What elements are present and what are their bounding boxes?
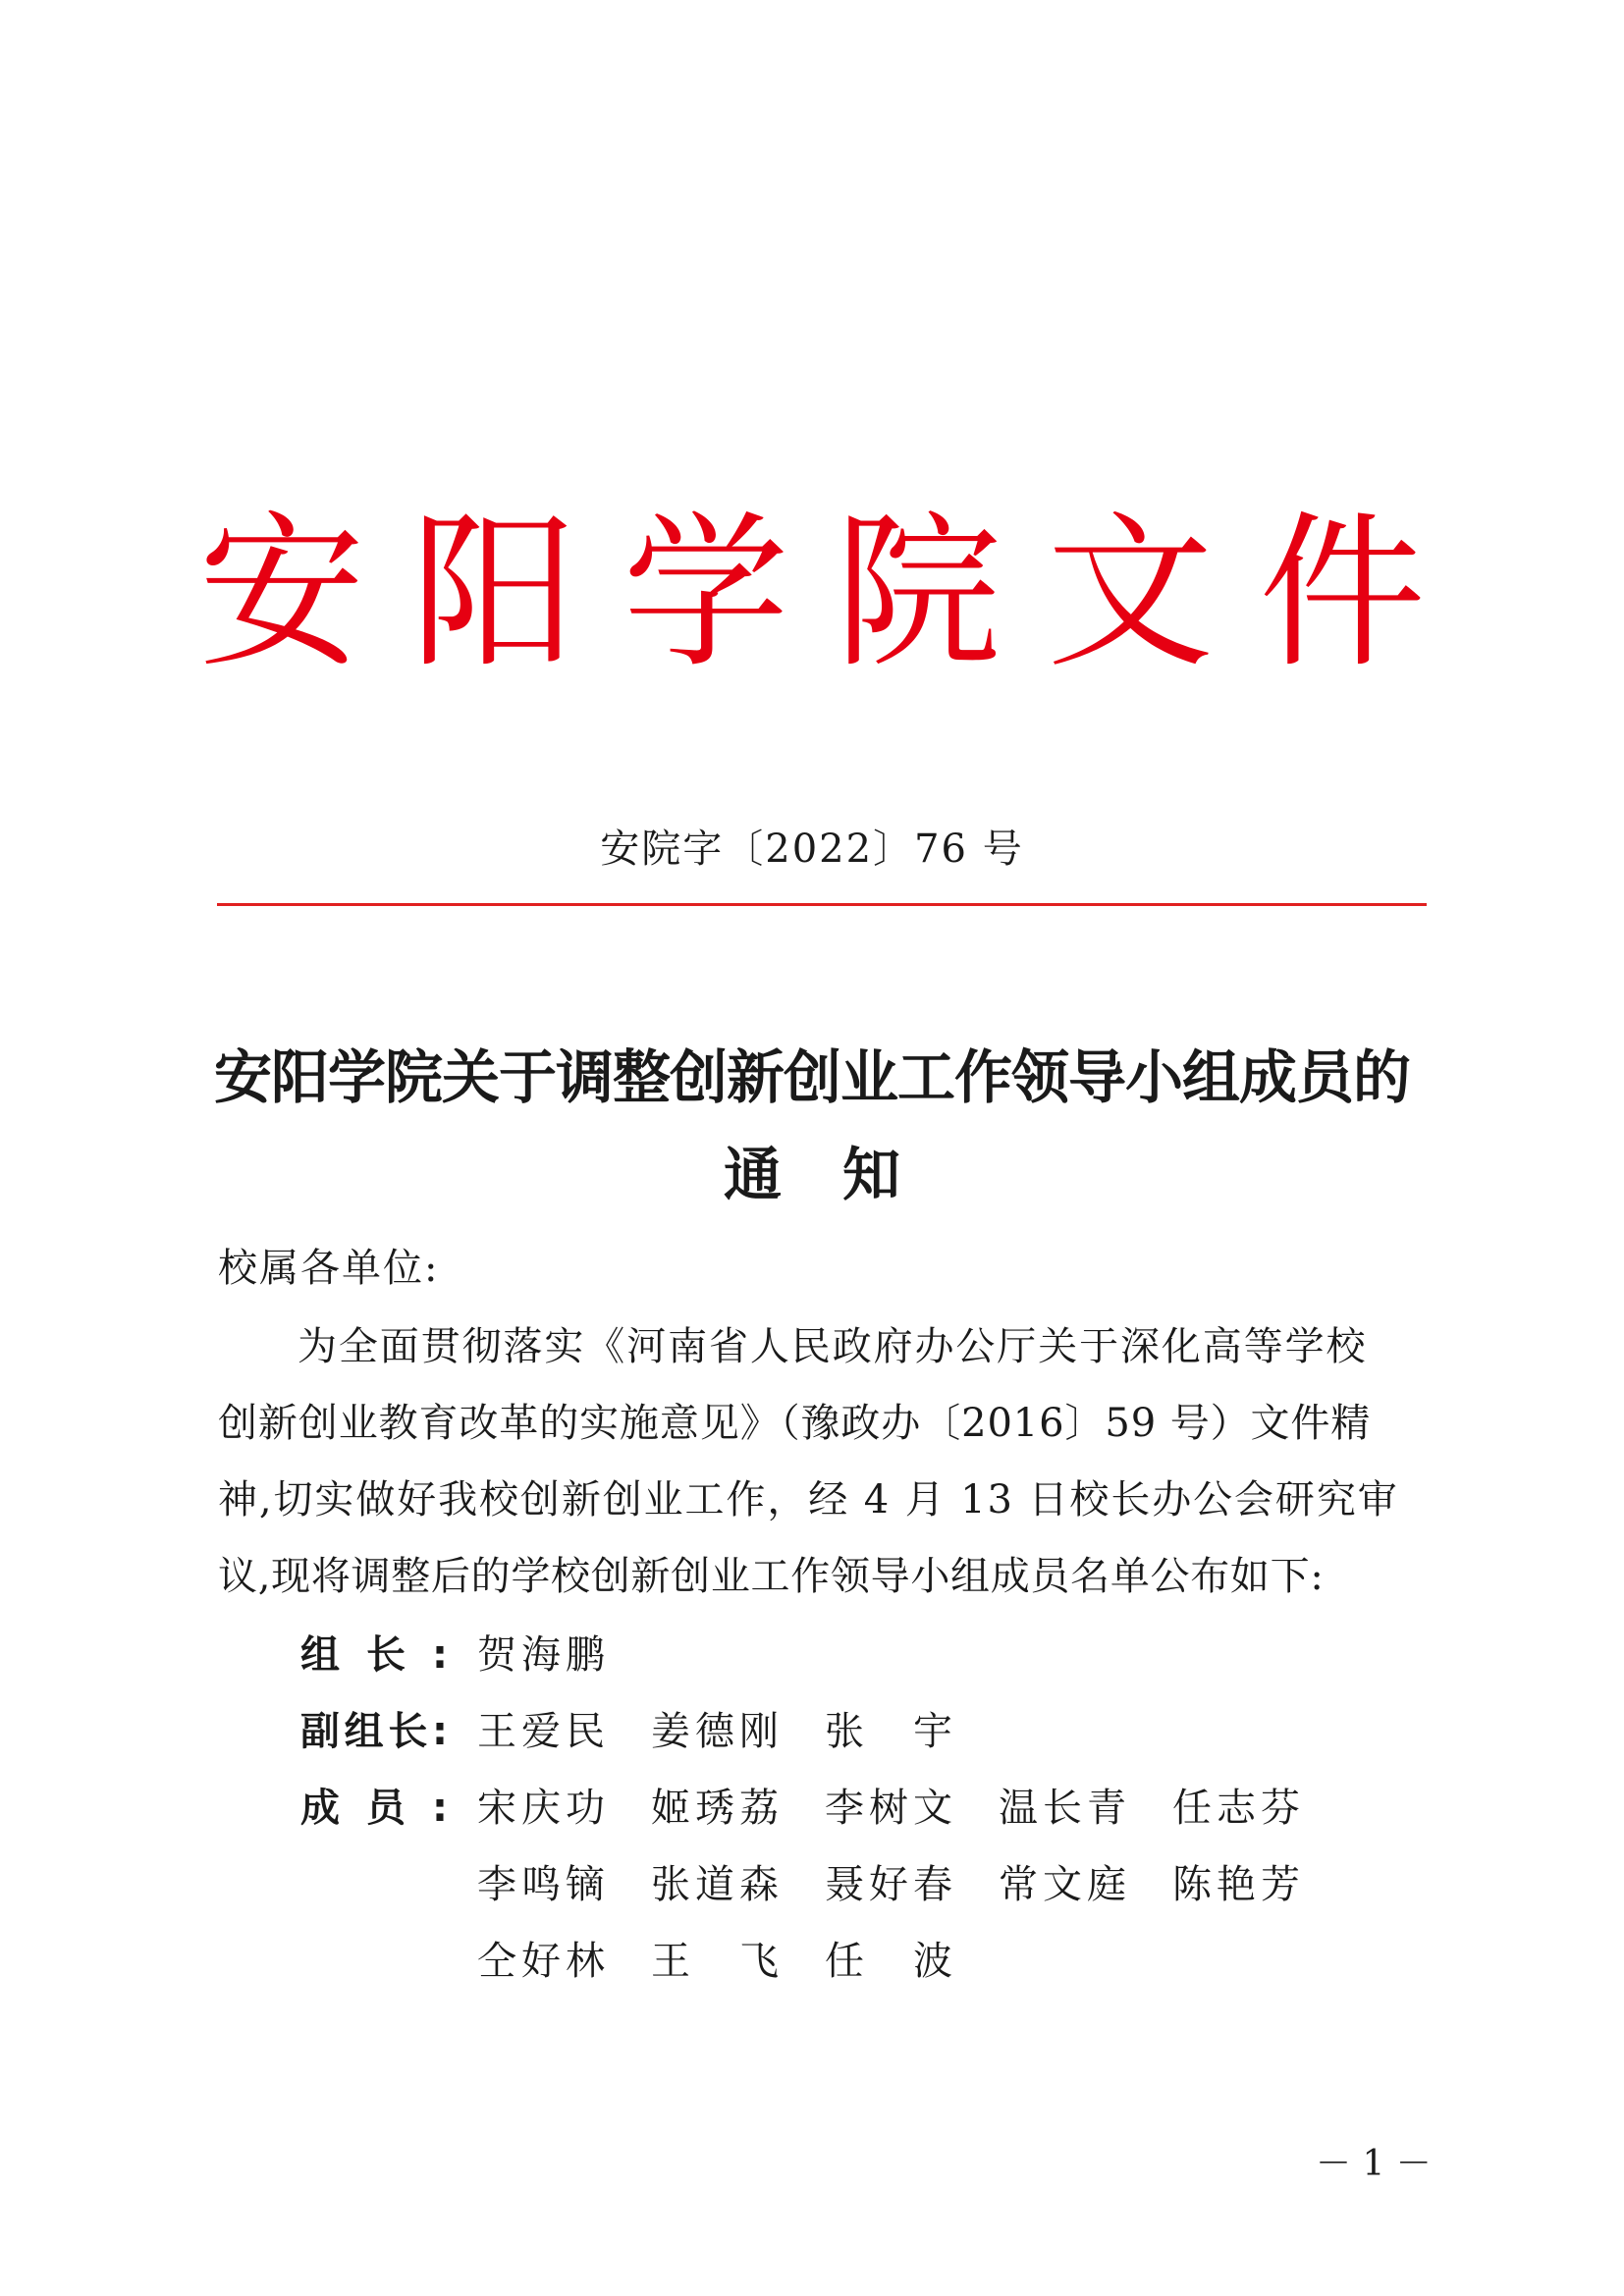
- member-name: 李 鸣 镝: [477, 1862, 605, 1907]
- member-label: 成 员 :: [300, 1786, 448, 1831]
- member-name: 宋 庆 功: [477, 1786, 605, 1831]
- member-name: 任 波: [825, 1939, 952, 1984]
- deputy-leader-label: 副 组 长 :: [300, 1709, 448, 1754]
- body-paragraph-line: 为全面贯彻落实《河南省人民政府办公厅关于深化高等学校: [298, 1324, 1368, 1369]
- body-paragraph-line: 创新创业教育改革的实施意见》（豫政办〔2016〕59 号）文件精: [218, 1401, 1372, 1446]
- member-name: 王 飞: [651, 1939, 779, 1984]
- member-name: 聂 好 春: [825, 1862, 952, 1907]
- member-name: 任 志 芬: [1172, 1786, 1300, 1831]
- document-number: 安院字〔2022〕76 号: [600, 827, 1024, 872]
- deputy-leader-name: 王 爱 民: [477, 1709, 605, 1754]
- page-number: － 1 －: [1316, 2144, 1432, 2184]
- member-name: 温 长 青: [999, 1786, 1126, 1831]
- leader-label: 组 长 :: [300, 1632, 448, 1678]
- deputy-leader-name: 姜 德 刚: [651, 1709, 779, 1754]
- member-name: 常 文 庭: [999, 1862, 1126, 1907]
- document-header-title: 安阳学院文件: [197, 497, 1471, 691]
- member-name: 李 树 文: [825, 1786, 952, 1831]
- salutation: 校属各单位:: [218, 1246, 440, 1291]
- body-paragraph-line: 神,切实做好我校创新创业工作，经 4 月 13 日校长办公会研究审: [218, 1477, 1399, 1522]
- member-name: 仝 好 林: [477, 1939, 605, 1984]
- member-name: 姬 琇 荔: [651, 1786, 779, 1831]
- member-name: 陈 艳 芳: [1172, 1862, 1300, 1907]
- notice-title-line-2: 通知: [723, 1141, 961, 1208]
- body-paragraph-line: 议,现将调整后的学校创新创业工作领导小组成员名单公布如下:: [218, 1554, 1325, 1599]
- deputy-leader-name: 张 宇: [825, 1709, 952, 1754]
- red-divider-line: [217, 903, 1427, 906]
- leader-name: 贺 海 鹏: [477, 1632, 605, 1678]
- member-name: 张 道 森: [651, 1862, 779, 1907]
- notice-title-line-1: 安阳学院关于调整创新创业工作领导小组成员的: [213, 1043, 1410, 1111]
